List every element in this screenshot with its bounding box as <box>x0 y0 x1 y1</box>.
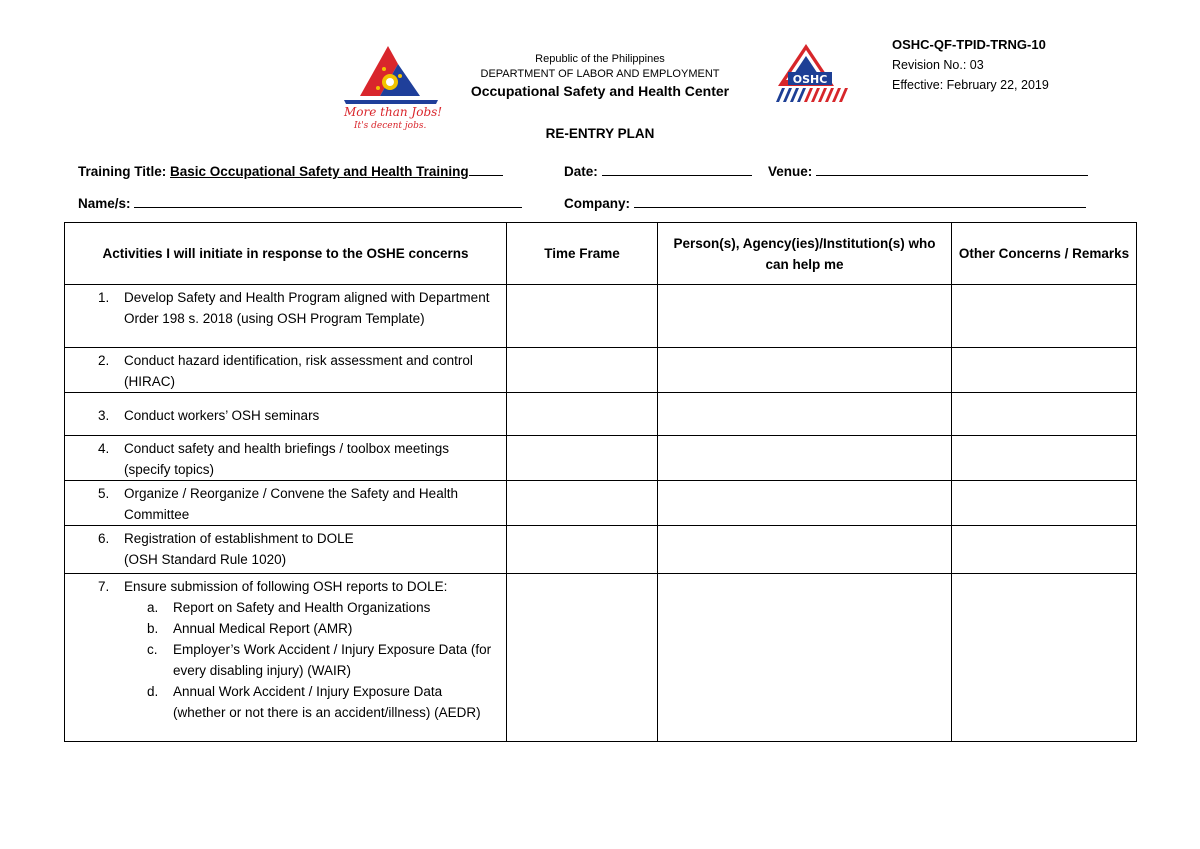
header-time-frame: Time Frame <box>507 223 658 285</box>
activity-cell <box>65 526 507 574</box>
table-row <box>65 574 1137 742</box>
table-header-row <box>65 223 1137 285</box>
sub-item-text: Report on Safety and Health Organizations <box>173 600 431 615</box>
activity-text: Conduct hazard identification, risk assessment and control (HIRAC) <box>124 353 473 389</box>
remarks-cell[interactable] <box>952 348 1137 393</box>
date-label: Date: <box>564 164 598 179</box>
persons-cell[interactable] <box>658 481 952 526</box>
persons-cell[interactable] <box>658 348 952 393</box>
activity-text: Registration of establishment to DOLE <box>124 531 354 546</box>
time-frame-cell[interactable] <box>507 285 658 348</box>
remarks-cell[interactable] <box>952 574 1137 742</box>
activity-number: 4. <box>98 441 110 456</box>
remarks-cell[interactable] <box>952 436 1137 481</box>
persons-cell[interactable] <box>658 393 952 436</box>
activity-text-line-2: (OSH Standard Rule 1020) <box>124 552 287 567</box>
names-label: Name/s: <box>78 196 131 211</box>
re-entry-plan-table <box>64 222 1137 742</box>
sub-item-text: Annual Work Accident / Injury Exposure Data (whether or not there is an accident/illness) (AEDR) <box>173 684 481 720</box>
sub-item <box>98 597 498 618</box>
activity-number: 3. <box>98 407 110 423</box>
remarks-cell[interactable] <box>952 481 1137 526</box>
activity-cell <box>65 393 507 436</box>
activity-text: Conduct safety and health briefings / toolbox meetings (specify topics) <box>124 441 449 477</box>
oshc-logo-text: OSHC <box>792 73 828 86</box>
table-row <box>65 436 1137 481</box>
persons-cell[interactable] <box>658 436 952 481</box>
department-text: DEPARTMENT OF LABOR AND EMPLOYMENT <box>480 68 720 80</box>
date-field <box>564 162 752 179</box>
training-title-field <box>78 162 503 179</box>
activity-cell <box>65 285 507 348</box>
table-row <box>65 526 1137 574</box>
document-code: OSHC-QF-TPID-TRNG-10 <box>892 37 1046 52</box>
agency-header <box>450 52 750 101</box>
table-row <box>65 285 1137 348</box>
company-label: Company: <box>564 196 631 211</box>
table-row <box>65 348 1137 393</box>
revision-number: Revision No.: 03 <box>892 58 984 72</box>
sub-item-text: Employer’s Work Accident / Injury Exposure Data (for every disabling injury) (WAIR) <box>173 642 492 678</box>
table-row <box>65 393 1137 436</box>
activity-number: 6. <box>98 531 110 546</box>
date-blank[interactable] <box>602 162 752 176</box>
time-frame-cell[interactable] <box>507 526 658 574</box>
persons-cell[interactable] <box>658 574 952 742</box>
activity-number: 2. <box>98 353 110 368</box>
persons-cell[interactable] <box>658 285 952 348</box>
activity-text: Develop Safety and Health Program aligned with Department Order 198 s. 2018 (using OSH Program Template) <box>124 290 490 326</box>
effective-date: Effective: February 22, 2019 <box>892 78 1049 92</box>
table-row <box>65 481 1137 526</box>
republic-text: Republic of the Philippines <box>535 53 665 65</box>
time-frame-cell[interactable] <box>507 574 658 742</box>
time-frame-cell[interactable] <box>507 481 658 526</box>
remarks-cell[interactable] <box>952 285 1137 348</box>
remarks-cell[interactable] <box>952 526 1137 574</box>
center-name: Occupational Safety and Health Center <box>470 83 730 99</box>
remarks-cell[interactable] <box>952 393 1137 436</box>
training-title-value[interactable]: Basic Occupational Safety and Health Training <box>170 164 469 179</box>
sub-item-letter: d. <box>147 684 159 699</box>
dole-logo-icon <box>340 44 444 132</box>
names-blank[interactable] <box>134 194 522 208</box>
company-field <box>564 194 1086 211</box>
company-blank[interactable] <box>634 194 1086 208</box>
header-persons-agencies: Person(s), Agency(ies)/Institution(s) who can help me <box>658 223 952 285</box>
header-activities: Activities I will initiate in response to the OSHE concerns <box>65 223 507 285</box>
sub-item <box>98 639 498 681</box>
oshc-logo-icon <box>772 42 854 104</box>
sub-item-text: Annual Medical Report (AMR) <box>173 621 353 636</box>
time-frame-cell[interactable] <box>507 348 658 393</box>
activity-number: 7. <box>98 579 110 594</box>
activity-number: 5. <box>98 486 110 501</box>
page-title: RE-ENTRY PLAN <box>545 126 655 141</box>
header-other-concerns: Other Concerns / Remarks <box>952 223 1137 285</box>
venue-field <box>768 162 1088 179</box>
sub-item-letter: b. <box>147 621 159 636</box>
activity-number: 1. <box>98 290 110 305</box>
activity-text: Conduct workers’ OSH seminars <box>124 407 320 423</box>
activity-cell <box>65 436 507 481</box>
activity-cell <box>65 574 507 742</box>
training-title-blank[interactable] <box>469 162 503 176</box>
sub-item-letter: c. <box>147 642 158 657</box>
dole-tagline-1: More than Jobs! <box>344 105 443 119</box>
sub-item-letter: a. <box>147 600 159 615</box>
document-control-info <box>892 35 1152 95</box>
activity-text: Organize / Reorganize / Convene the Safety and Health Committee <box>124 486 458 522</box>
activity-cell <box>65 348 507 393</box>
venue-blank[interactable] <box>816 162 1088 176</box>
time-frame-cell[interactable] <box>507 436 658 481</box>
names-field <box>78 194 522 211</box>
venue-label: Venue: <box>768 164 813 179</box>
activity-cell <box>65 481 507 526</box>
time-frame-cell[interactable] <box>507 393 658 436</box>
sub-item <box>98 618 498 639</box>
activity-text: Ensure submission of following OSH reports to DOLE: <box>124 579 448 594</box>
dole-tagline-2: It's decent jobs. <box>354 121 427 131</box>
training-title-label: Training Title: <box>78 164 167 179</box>
persons-cell[interactable] <box>658 526 952 574</box>
sub-item <box>98 681 498 723</box>
